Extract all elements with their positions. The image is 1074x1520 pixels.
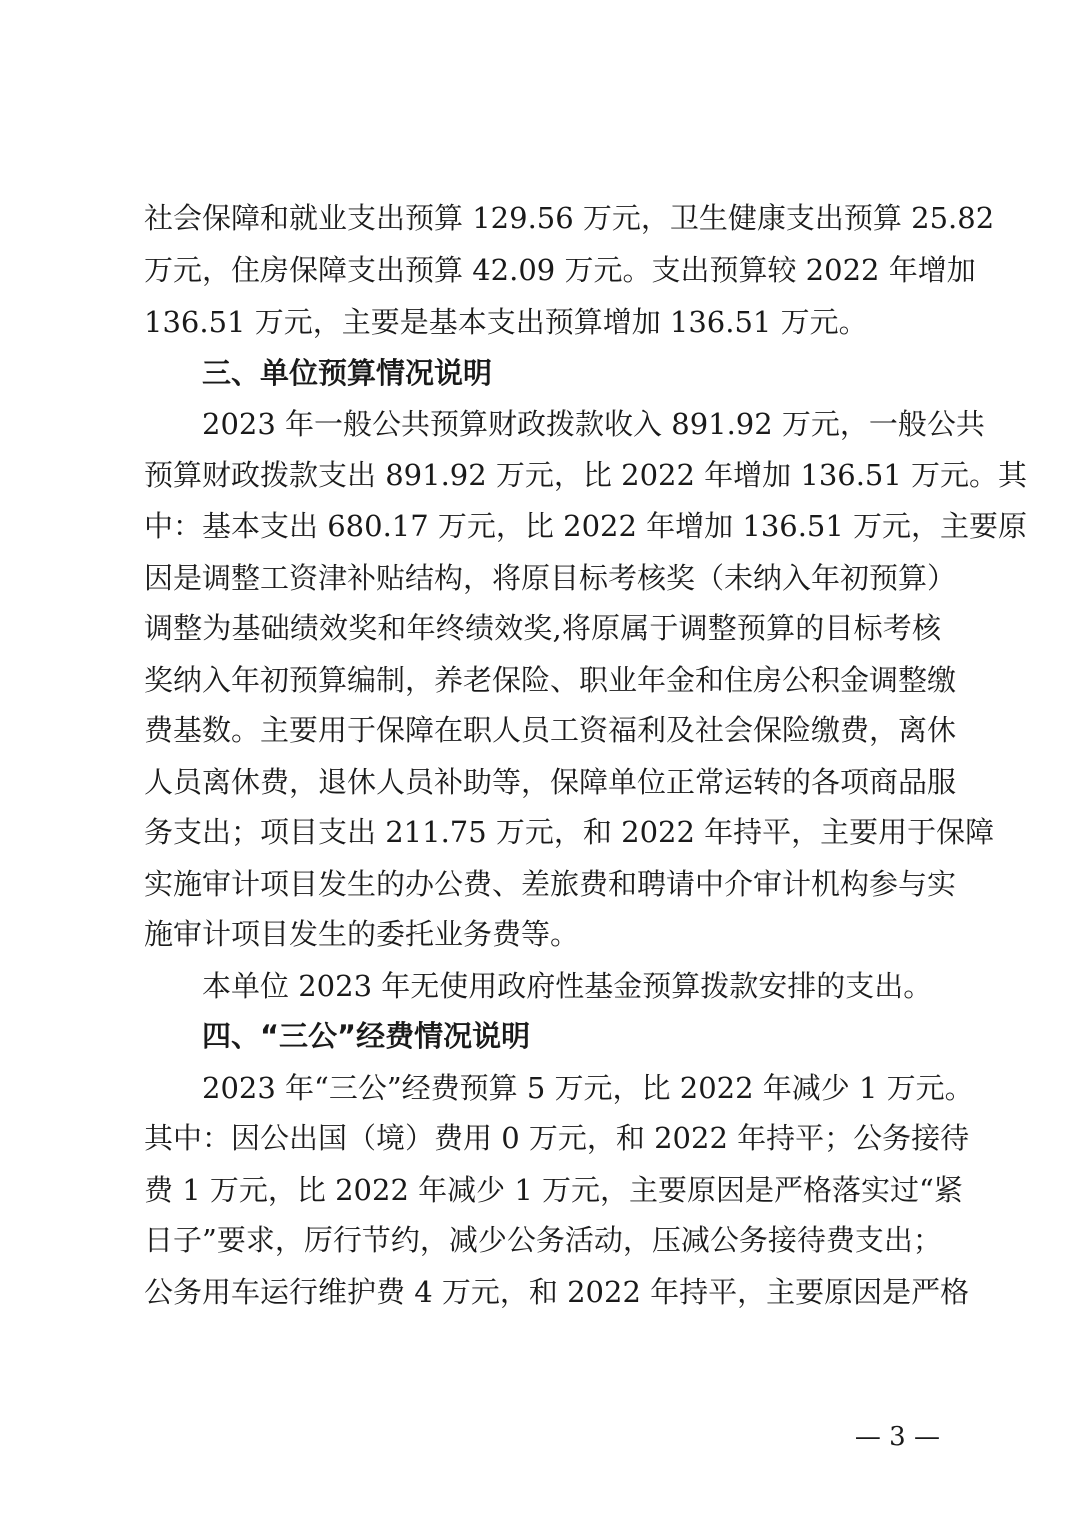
paragraph-line: 因是调整工资津补贴结构，将原目标考核奖（未纳入年初预算） bbox=[144, 561, 957, 595]
paragraph-line: 万元，住房保障支出预算 42.09 万元。支出预算较 2022 年增加 bbox=[144, 253, 976, 287]
paragraph-line: 实施审计项目发生的办公费、差旅费和聘请中介审计机构参与实 bbox=[144, 867, 957, 901]
paragraph-line: 社会保障和就业支出预算 129.56 万元，卫生健康支出预算 25.82 bbox=[144, 201, 995, 235]
paragraph-line: 2023 年一般公共预算财政拨款收入 891.92 万元，一般公共 bbox=[202, 407, 985, 441]
paragraph-line: 调整为基础绩效奖和年终绩效奖,将原属于调整预算的目标考核 bbox=[144, 611, 941, 645]
paragraph-line: 费 1 万元，比 2022 年减少 1 万元，主要原因是严格落实过“紧 bbox=[144, 1173, 963, 1207]
paragraph-line: 136.51 万元，主要是基本支出预算增加 136.51 万元。 bbox=[144, 305, 868, 339]
paragraph-line: 日子”要求，厉行节约，减少公务活动，压减公务接待费支出； bbox=[144, 1223, 942, 1257]
paragraph-line: 本单位 2023 年无使用政府性基金预算拨款安排的支出。 bbox=[202, 969, 933, 1003]
paragraph-line: 施审计项目发生的委托业务费等。 bbox=[144, 917, 580, 951]
paragraph-line: 人员离休费，退休人员补助等，保障单位正常运转的各项商品服 bbox=[144, 765, 957, 799]
paragraph-line: 中：基本支出 680.17 万元，比 2022 年增加 136.51 万元，主要原 bbox=[144, 509, 1028, 543]
section-heading: 四、“三公”经费情况说明 bbox=[202, 1019, 531, 1053]
paragraph-line: 奖纳入年初预算编制，养老保险、职业年金和住房公积金调整缴 bbox=[144, 663, 957, 697]
paragraph-line: 预算财政拨款支出 891.92 万元，比 2022 年增加 136.51 万元。其 bbox=[144, 458, 1028, 492]
page-number: — 3 — bbox=[854, 1422, 940, 1452]
section-heading: 三、单位预算情况说明 bbox=[202, 356, 493, 390]
paragraph-line: 2023 年“三公”经费预算 5 万元，比 2022 年减少 1 万元。 bbox=[202, 1071, 974, 1105]
paragraph-line: 公务用车运行维护费 4 万元，和 2022 年持平，主要原因是严格 bbox=[144, 1275, 970, 1309]
paragraph-line: 其中：因公出国（境）费用 0 万元，和 2022 年持平；公务接待 bbox=[144, 1121, 970, 1155]
paragraph-line: 务支出；项目支出 211.75 万元，和 2022 年持平，主要用于保障 bbox=[144, 815, 995, 849]
paragraph-line: 费基数。主要用于保障在职人员工资福利及社会保险缴费，离休 bbox=[144, 713, 957, 747]
